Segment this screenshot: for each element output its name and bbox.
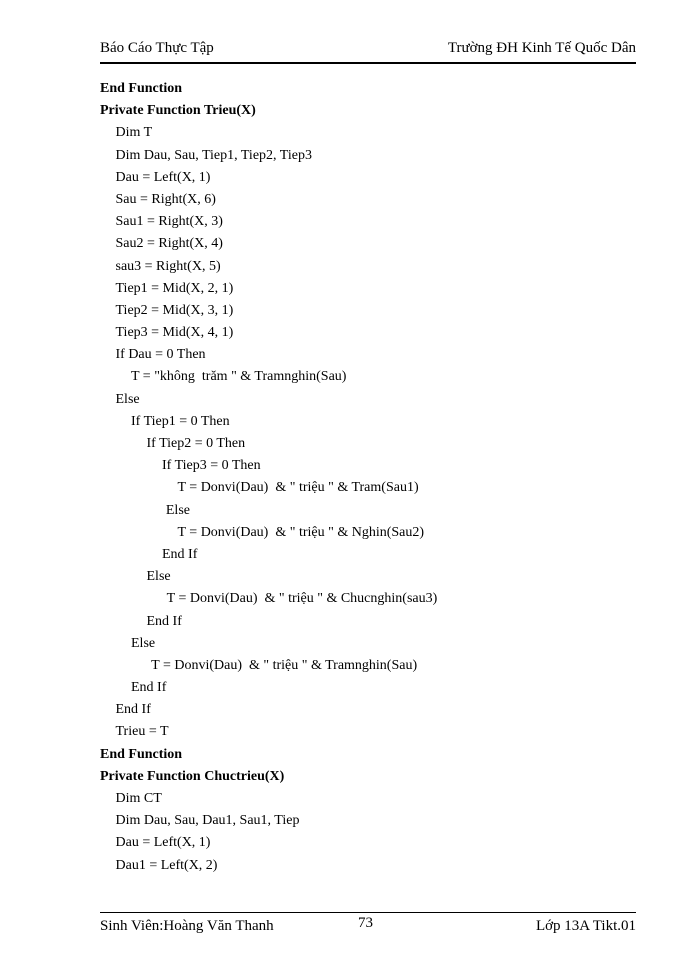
code-line: End If <box>131 680 167 696</box>
code-listing <box>100 78 636 877</box>
code-line: Else <box>165 502 190 518</box>
code-line: Sau2 = Right(X, 4) <box>115 236 223 252</box>
code-line: Tiep1 = Mid(X, 2, 1) <box>115 280 234 296</box>
code-line: T = Donvi(Dau) & " triệu " & Chucnghin(sau3) <box>166 591 438 607</box>
code-line: T = "không trăm " & Tramnghin(Sau) <box>131 369 347 385</box>
code-line: Dim Dau, Sau, Dau1, Sau1, Tiep <box>115 813 300 829</box>
code-line-declaration: Private Function Trieu(X) <box>100 103 256 119</box>
code-line: Else <box>146 569 171 585</box>
code-line: Else <box>131 635 156 651</box>
code-line: T = Donvi(Dau) & " triệu " & Tram(Sau1) <box>177 480 419 496</box>
page-header <box>100 38 636 64</box>
code-line: Dim Dau, Sau, Tiep1, Tiep2, Tiep3 <box>115 147 312 163</box>
header-university-name: Trường ĐH Kinh Tế Quốc Dân <box>447 40 636 56</box>
code-line: Tiep3 = Mid(X, 4, 1) <box>115 325 234 341</box>
code-line: End If <box>146 613 182 629</box>
page-footer <box>100 912 636 937</box>
code-line-declaration: Private Function Chuctrieu(X) <box>100 768 285 784</box>
code-line: End If <box>162 546 198 562</box>
code-line: Dau = Left(X, 1) <box>115 835 211 851</box>
footer-student-name: Sinh Viên:Hoàng Văn Thanh <box>100 918 274 934</box>
code-line: T = Donvi(Dau) & " triệu " & Nghin(Sau2) <box>177 524 425 540</box>
code-line: If Tiep1 = 0 Then <box>131 413 230 429</box>
code-line: Tiep2 = Mid(X, 3, 1) <box>115 302 234 318</box>
code-line: Trieu = T <box>115 724 169 740</box>
code-line: T = Donvi(Dau) & " triệu " & Tramnghin(Sau) <box>151 657 418 673</box>
code-line: Dau = Left(X, 1) <box>115 169 211 185</box>
code-line: If Dau = 0 Then <box>115 347 206 363</box>
code-line: End If <box>115 702 151 718</box>
code-line: Dau1 = Left(X, 2) <box>115 857 218 873</box>
code-line: Else <box>115 391 140 407</box>
code-line: sau3 = Right(X, 5) <box>115 258 221 274</box>
code-line: Dim CT <box>115 791 162 806</box>
code-line: If Tiep3 = 0 Then <box>162 458 261 474</box>
header-report-title: Báo Cáo Thực Tập <box>100 40 214 56</box>
code-line: Sau1 = Right(X, 3) <box>115 214 223 230</box>
code-line: Sau = Right(X, 6) <box>115 191 216 207</box>
code-line: If Tiep2 = 0 Then <box>146 436 246 451</box>
code-line-declaration: End Function <box>100 81 183 96</box>
footer-page-number: 73 <box>358 915 373 931</box>
code-line-declaration: End Function <box>100 746 183 762</box>
code-line: Dim T <box>115 125 153 141</box>
footer-class-name: Lớp 13A Tikt.01 <box>535 918 636 934</box>
